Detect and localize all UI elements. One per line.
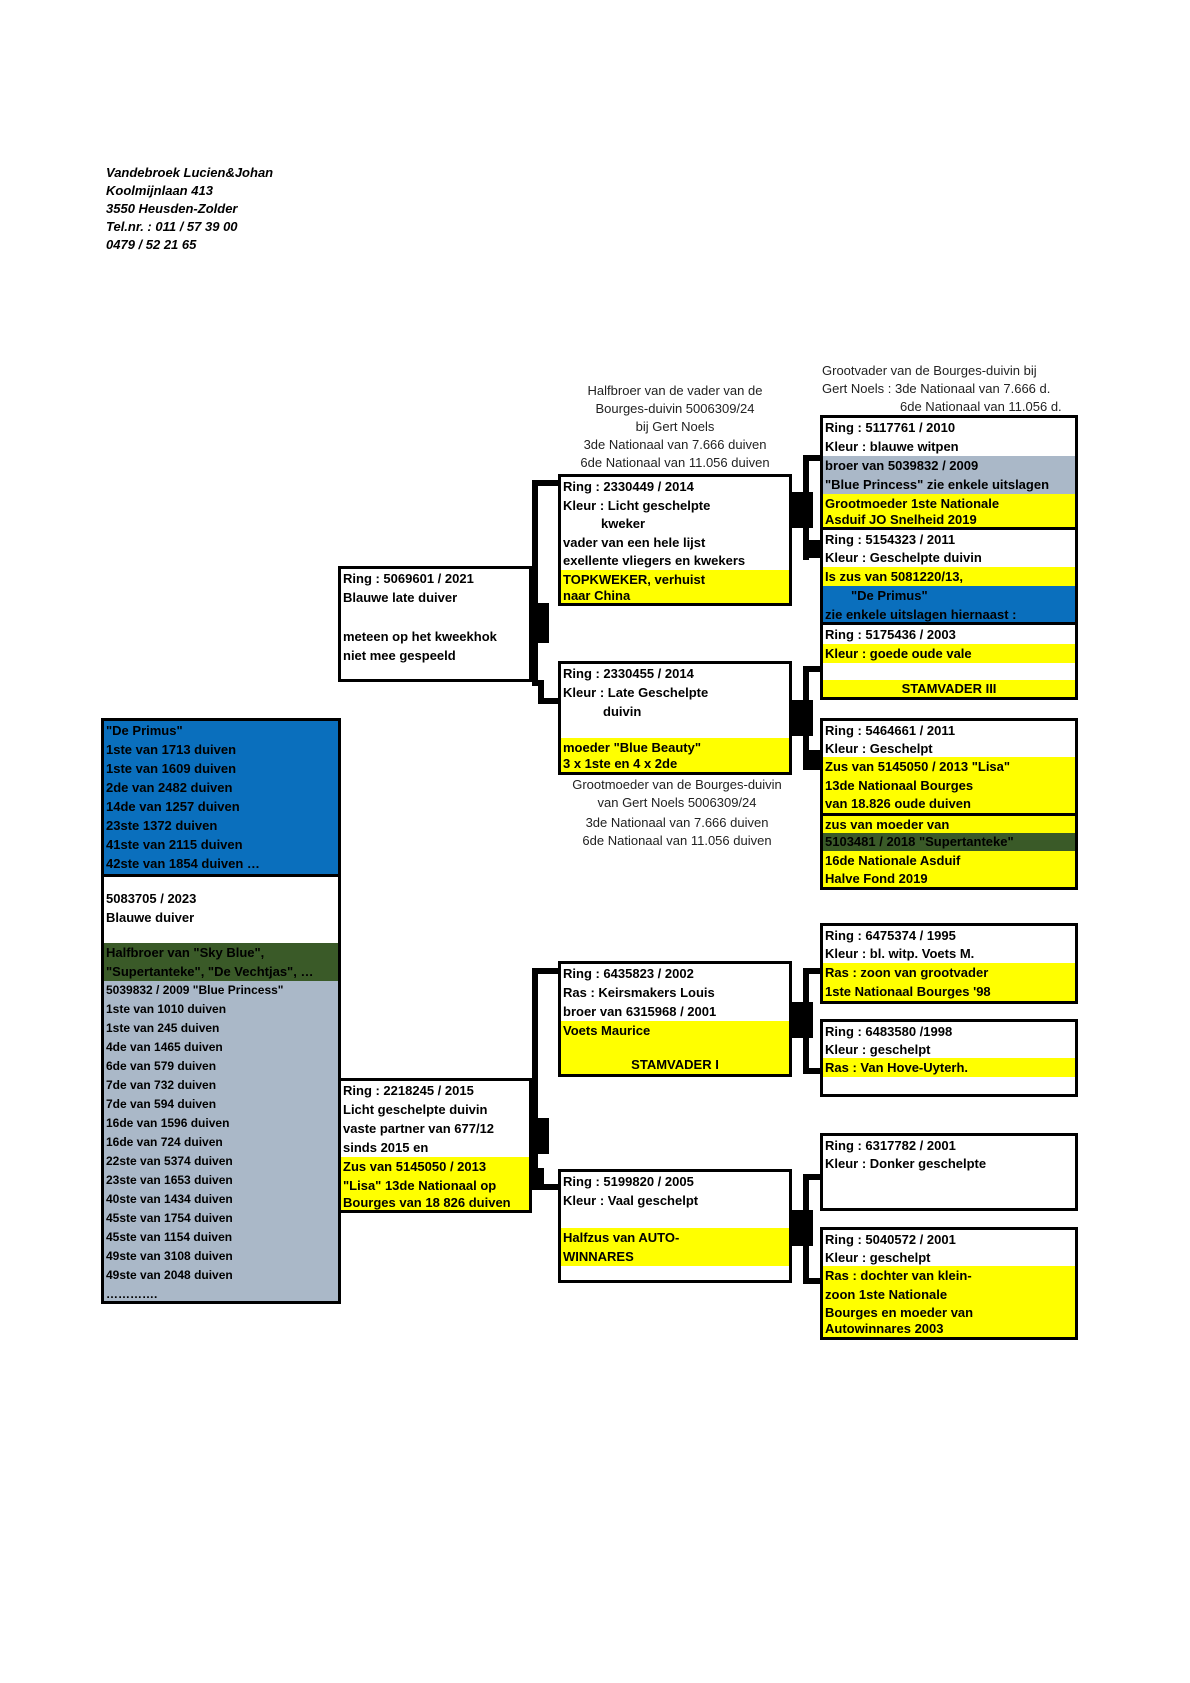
gp2-note-line: van Gert Noels 5006309/24: [597, 795, 757, 810]
subject-primus-line: 23ste 1372 duiven: [104, 816, 338, 835]
gp1-note-line: Bourges-duivin 5006309/24: [595, 401, 755, 416]
subject-princess-line: 4de van 1465 duiven: [104, 1038, 338, 1057]
ggp3-line: Ring : 5175436 / 2003: [825, 627, 956, 642]
subject-princess-line: 16de van 1596 duiven: [104, 1114, 338, 1133]
ggp6-card: [820, 1019, 1078, 1097]
ggp7-card: [820, 1133, 1078, 1211]
connector-dam-gp: [538, 1168, 544, 1190]
connector-gp2-ggp: [789, 700, 813, 736]
ggp4-highlight-line: Halve Fond 2019: [823, 870, 1075, 887]
ggp1-note-line: 6de Nationaal van 11.056 d.: [900, 399, 1062, 414]
ggp5-line: Kleur : bl. witp. Voets M.: [825, 946, 975, 961]
gp1-line: vader van een hele lijst: [563, 535, 706, 550]
subject-primus-line: 2de van 2482 duiven: [104, 778, 338, 797]
granddam-maternal-card: [558, 1169, 792, 1283]
subject-princess-line: 6de van 579 duiven: [104, 1057, 338, 1076]
dam-line: vaste partner van 677/12: [343, 1121, 495, 1136]
gp1-note-line: 6de Nationaal van 11.056 duiven: [580, 455, 770, 470]
ggp4-card: [820, 718, 1078, 890]
owner-address: [106, 164, 273, 254]
gp3-highlight-line: STAMVADER I: [561, 1056, 789, 1074]
ggp1-line: Ring : 5117761 / 2010: [825, 420, 956, 435]
connector-dam-gp: [532, 968, 538, 1190]
ggp1-grey-line: broer van 5039832 / 2009: [823, 456, 1075, 475]
gp1-highlight-line: naar China: [561, 588, 789, 603]
ggp6-line: Ring : 6483580 /1998: [825, 1024, 953, 1039]
gp1-note: [560, 382, 790, 472]
subject-princess-line: 5039832 / 2009 "Blue Princess": [104, 981, 338, 1000]
gp3-line: Ras : Keirsmakers Louis: [563, 985, 715, 1000]
ggp4-line: Kleur : Geschelpt: [825, 741, 933, 756]
subject-princess-line: 45ste van 1154 duiven: [104, 1228, 338, 1247]
ggp8-line: Kleur : geschelpt: [825, 1250, 931, 1265]
gp4-highlight-line: WINNARES: [561, 1247, 789, 1266]
dam-highlight-line: "Lisa" 13de Nationaal op: [341, 1176, 529, 1195]
ggp2-blue-line: "De Primus": [823, 586, 1075, 605]
ggp4-highlight-line: 16de Nationale Asduif: [823, 851, 1075, 870]
sire-line: niet mee gespeeld: [343, 648, 456, 663]
sire-line: Ring : 5069601 / 2021: [343, 571, 474, 586]
grandsire-paternal-card: [558, 474, 792, 606]
subject-princess-line: 1ste van 245 duiven: [104, 1019, 338, 1038]
ggp5-card: [820, 923, 1078, 1004]
ggp1-note-line: Gert Noels : 3de Nationaal van 7.666 d.: [822, 381, 1051, 396]
gp2-note: [560, 776, 794, 850]
sire-card: [338, 566, 532, 682]
gp1-highlight-line: TOPKWEKER, verhuist: [561, 570, 789, 589]
ggp2-highlight-line: Is zus van 5081220/13,: [823, 567, 1075, 586]
gp2-note-line: 3de Nationaal van 7.666 duiven: [585, 815, 769, 830]
gp1-note-line: 3de Nationaal van 7.666 duiven: [583, 437, 767, 452]
ggp1-highlight-line: Asduif JO Snelheid 2019: [823, 512, 1075, 527]
granddam-paternal-card: [558, 661, 792, 775]
gp1-line: Ring : 2330449 / 2014: [563, 479, 694, 494]
owner-tel: Tel.nr. : 011 / 57 39 00: [106, 219, 238, 234]
ggp1-highlight-line: Grootmoeder 1ste Nationale: [823, 494, 1075, 513]
subject-primus-line: "De Primus": [104, 721, 338, 740]
ggp4-highlight-line: zus van moeder van: [823, 816, 1075, 833]
gp1-line: Kleur : Licht geschelpte: [563, 498, 711, 513]
owner-name: Vandebroek Lucien&Johan: [106, 165, 274, 180]
gp2-line: duivin: [603, 704, 642, 719]
subject-princess-line: 49ste van 3108 duiven: [104, 1247, 338, 1266]
subject-color: Blauwe duiver: [106, 910, 195, 925]
ggp1-grey-line: "Blue Princess" zie enkele uitslagen: [823, 475, 1075, 494]
gp4-line: Ring : 5199820 / 2005: [563, 1174, 694, 1189]
connector-dam-gp: [538, 968, 560, 974]
connector-sire-gp: [538, 680, 544, 704]
subject-pigeon-card: [101, 718, 341, 1304]
subject-primus-line: 1ste van 1713 duiven: [104, 740, 338, 759]
connector-gp3-ggp: [789, 1002, 813, 1038]
ggp2-line: Kleur : Geschelpte duivin: [825, 550, 982, 565]
gp2-line: Kleur : Late Geschelpte: [563, 685, 709, 700]
ggp8-highlight-line: Bourges en moeder van: [823, 1303, 1075, 1322]
subject-ring: 5083705 / 2023: [106, 891, 197, 906]
subject-princess-line: 7de van 594 duiven: [104, 1095, 338, 1114]
gp1-line: exellente vliegers en kwekers: [563, 553, 746, 568]
subject-princess-line: ………….: [104, 1285, 338, 1301]
ggp3-card: [820, 622, 1078, 700]
ggp5-highlight-line: 1ste Nationaal Bourges '98: [823, 982, 1075, 1001]
gp1-note-line: Halfbroer van de vader van de: [587, 383, 763, 398]
ggp7-line: Ring : 6317782 / 2001: [825, 1138, 956, 1153]
gp3-highlight-line: Voets Maurice: [561, 1021, 789, 1040]
ggp2-blue-line: zie enkele uitslagen hiernaast :: [823, 605, 1075, 624]
gp2-highlight-line: 3 x 1ste en 4 x 2de: [561, 756, 789, 772]
ggp1-note-line: Grootvader van de Bourges-duivin bij: [822, 363, 1037, 378]
ggp4-highlight-line: Zus van 5145050 / 2013 "Lisa": [823, 757, 1075, 776]
ggp4-line: Ring : 5464661 / 2011: [825, 723, 956, 738]
ggp5-line: Ring : 6475374 / 1995: [825, 928, 956, 943]
subject-princess-line: 16de van 724 duiven: [104, 1133, 338, 1152]
gp2-note-line: Grootmoeder van de Bourges-duivin: [572, 777, 782, 792]
ggp1-note: [822, 362, 1078, 416]
ggp8-highlight-line: Autowinnares 2003: [823, 1321, 1075, 1337]
gp2-line: Ring : 2330455 / 2014: [563, 666, 694, 681]
ggp1-card: [820, 415, 1078, 530]
gp1-note-line: bij Gert Noels: [635, 419, 715, 434]
dam-card: [338, 1078, 532, 1213]
gp4-line: Kleur : Vaal geschelpt: [563, 1193, 699, 1208]
ggp4-highlight-line: 13de Nationaal Bourges: [823, 776, 1075, 795]
connector-sire-gp: [532, 480, 538, 686]
owner-city: 3550 Heusden-Zolder: [106, 201, 238, 216]
dam-line: Licht geschelpte duivin: [343, 1102, 488, 1117]
connector-gp1-ggp: [789, 492, 813, 528]
subject-halfbroer-line: Halfbroer van "Sky Blue",: [104, 943, 338, 962]
owner-street: Koolmijnlaan 413: [106, 183, 213, 198]
gp1-line: kweker: [601, 516, 646, 531]
subject-princess-line: 49ste van 2048 duiven: [104, 1266, 338, 1285]
gp2-highlight-line: moeder "Blue Beauty": [561, 738, 789, 757]
gp4-highlight-line: Halfzus van AUTO-: [561, 1228, 789, 1247]
owner-gsm: 0479 / 52 21 65: [106, 237, 197, 252]
gp3-line: Ring : 6435823 / 2002: [563, 966, 694, 981]
ggp6-highlight-line: Ras : Van Hove-Uyterh.: [823, 1058, 1075, 1077]
ggp3-highlight-line: Kleur : goede oude vale: [823, 644, 1075, 663]
ggp2-line: Ring : 5154323 / 2011: [825, 532, 956, 547]
sire-line: [341, 607, 529, 626]
ggp1-line: Kleur : blauwe witpen: [825, 439, 959, 454]
connector-sire-gp: [538, 480, 560, 486]
subject-primus-line: 14de van 1257 duiven: [104, 797, 338, 816]
subject-divider: [104, 874, 338, 877]
ggp3-highlight-line: STAMVADER III: [823, 680, 1075, 697]
ggp6-line: Kleur : geschelpt: [825, 1042, 931, 1057]
ggp8-line: Ring : 5040572 / 2001: [825, 1232, 956, 1247]
connector-gp4-ggp: [789, 1210, 813, 1246]
subject-primus-line: 42ste van 1854 duiven …: [104, 854, 338, 874]
subject-princess-line: 45ste van 1754 duiven: [104, 1209, 338, 1228]
subject-princess-line: 7de van 732 duiven: [104, 1076, 338, 1095]
subject-princess-line: 22ste van 5374 duiven: [104, 1152, 338, 1171]
ggp2-card: [820, 527, 1078, 627]
sire-line: Blauwe late duiver: [343, 590, 458, 605]
dam-line: Ring : 2218245 / 2015: [343, 1083, 474, 1098]
ggp8-card: [820, 1227, 1078, 1340]
dam-line: sinds 2015 en: [343, 1140, 429, 1155]
subject-princess-line: 1ste van 1010 duiven: [104, 1000, 338, 1019]
subject-halfbroer-line: "Supertanteke", "De Vechtjas", …: [104, 962, 338, 981]
ggp7-line: Kleur : Donker geschelpte: [825, 1156, 987, 1171]
dam-highlight-line: Zus van 5145050 / 2013: [341, 1157, 529, 1176]
gp3-line: broer van 6315968 / 2001: [563, 1004, 717, 1019]
ggp8-highlight-line: zoon 1ste Nationale: [823, 1285, 1075, 1304]
gp2-note-line: 6de Nationaal van 11.056 duiven: [582, 833, 772, 848]
ggp4-highlight-line: van 18.826 oude duiven: [823, 794, 1075, 813]
subject-princess-line: 40ste van 1434 duiven: [104, 1190, 338, 1209]
dam-highlight-line: Bourges van 18 826 duiven: [341, 1195, 529, 1210]
subject-primus-line: 1ste van 1609 duiven: [104, 759, 338, 778]
ggp5-highlight-line: Ras : zoon van grootvader: [823, 963, 1075, 982]
sire-line: meteen op het kweekhok: [343, 629, 497, 644]
ggp4-supertanteke-line: 5103481 / 2018 "Supertanteke": [823, 833, 1075, 851]
subject-princess-line: 23ste van 1653 duiven: [104, 1171, 338, 1190]
grandsire-maternal-card: [558, 961, 792, 1077]
ggp8-highlight-line: Ras : dochter van klein-: [823, 1266, 1075, 1285]
subject-primus-line: 41ste van 2115 duiven: [104, 835, 338, 854]
